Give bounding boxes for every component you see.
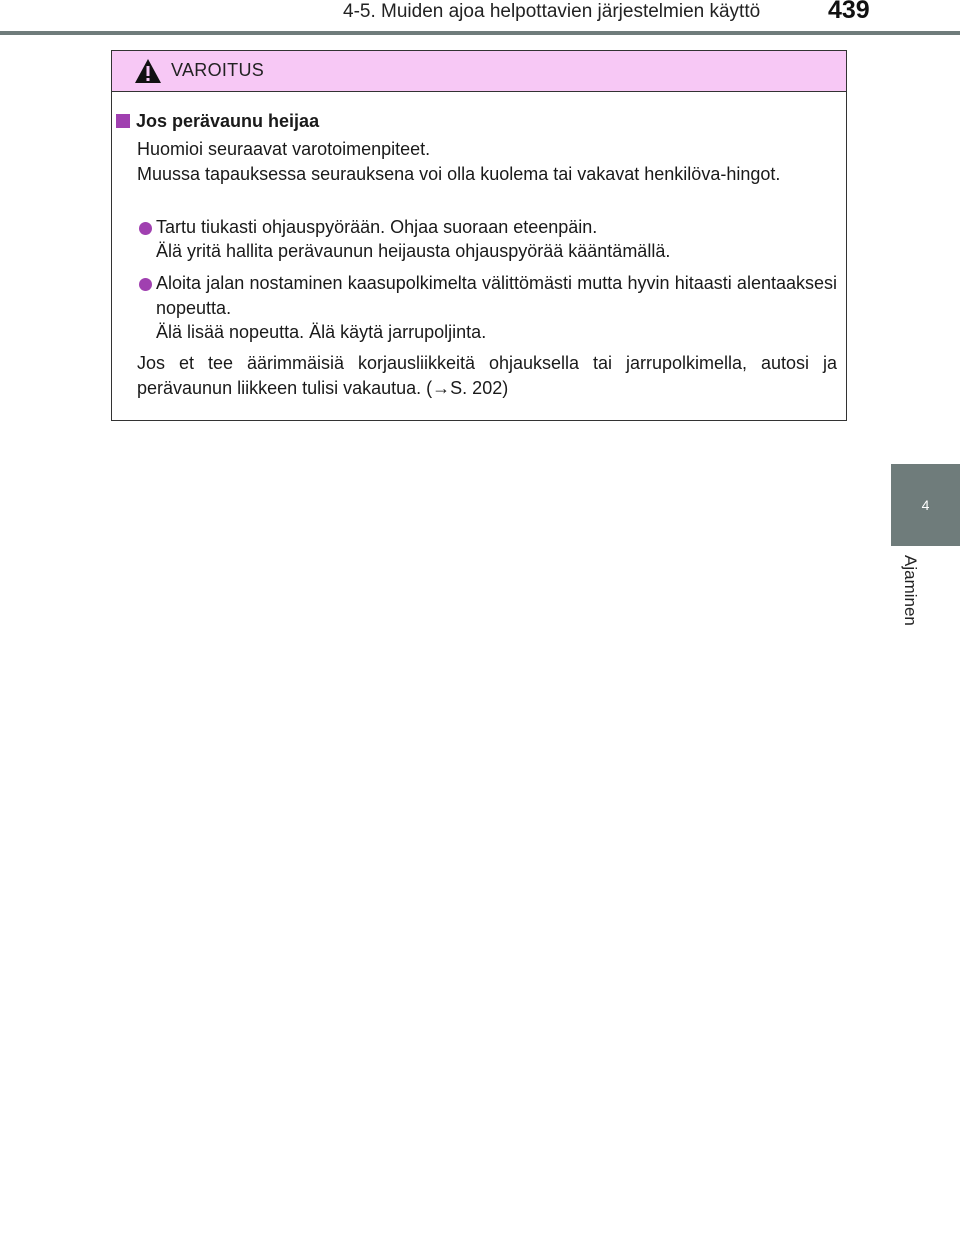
section-heading-text: Jos perävaunu heijaa	[136, 111, 320, 131]
page-number: 439	[828, 0, 870, 24]
bullet-1-line-1: Tartu tiukasti ohjauspyörään. Ohjaa suoraan eteenpäin.	[156, 217, 598, 237]
bullet-2-line-1: Aloita jalan nostaminen kaasupolkimelta välittömästi mutta hyvin hitaasti alentaaksesi nopeutta.	[156, 273, 837, 318]
closing-paragraph: Jos et tee äärimmäisiä korjausliikkeitä ohjauksella tai jarrupolkimella, autosi ja perävaunun liikkeen tulisi vakautua. (→S. 202)	[137, 353, 837, 398]
chapter-tab	[891, 464, 960, 546]
header-rule	[0, 31, 960, 35]
warning-triangle-icon	[134, 58, 162, 84]
chapter-number: 4	[921, 497, 930, 513]
round-bullet-icon	[139, 278, 152, 291]
intro-line-2: Muussa tapauksessa seurauksena voi olla kuolema tai vakavat henkilöva-hingot.	[137, 164, 781, 184]
intro-line-1: Huomioi seuraavat varotoimenpiteet.	[137, 139, 431, 159]
round-bullet-icon	[139, 222, 152, 235]
warning-title: VAROITUS	[171, 60, 265, 80]
warning-box	[111, 50, 847, 421]
running-header-title: 4-5. Muiden ajoa helpottavien järjestelmien käyttö	[343, 1, 761, 22]
bullet-2-line-2: Älä lisää nopeutta. Älä käytä jarrupoljinta.	[156, 322, 487, 342]
square-bullet-icon	[116, 114, 130, 128]
section-heading	[116, 109, 319, 133]
chapter-label: Ajaminen	[901, 555, 920, 626]
warning-header	[112, 51, 846, 92]
bullet-1-line-2: Älä yritä hallita perävaunun heijausta ohjauspyörää kääntämällä.	[156, 241, 671, 261]
